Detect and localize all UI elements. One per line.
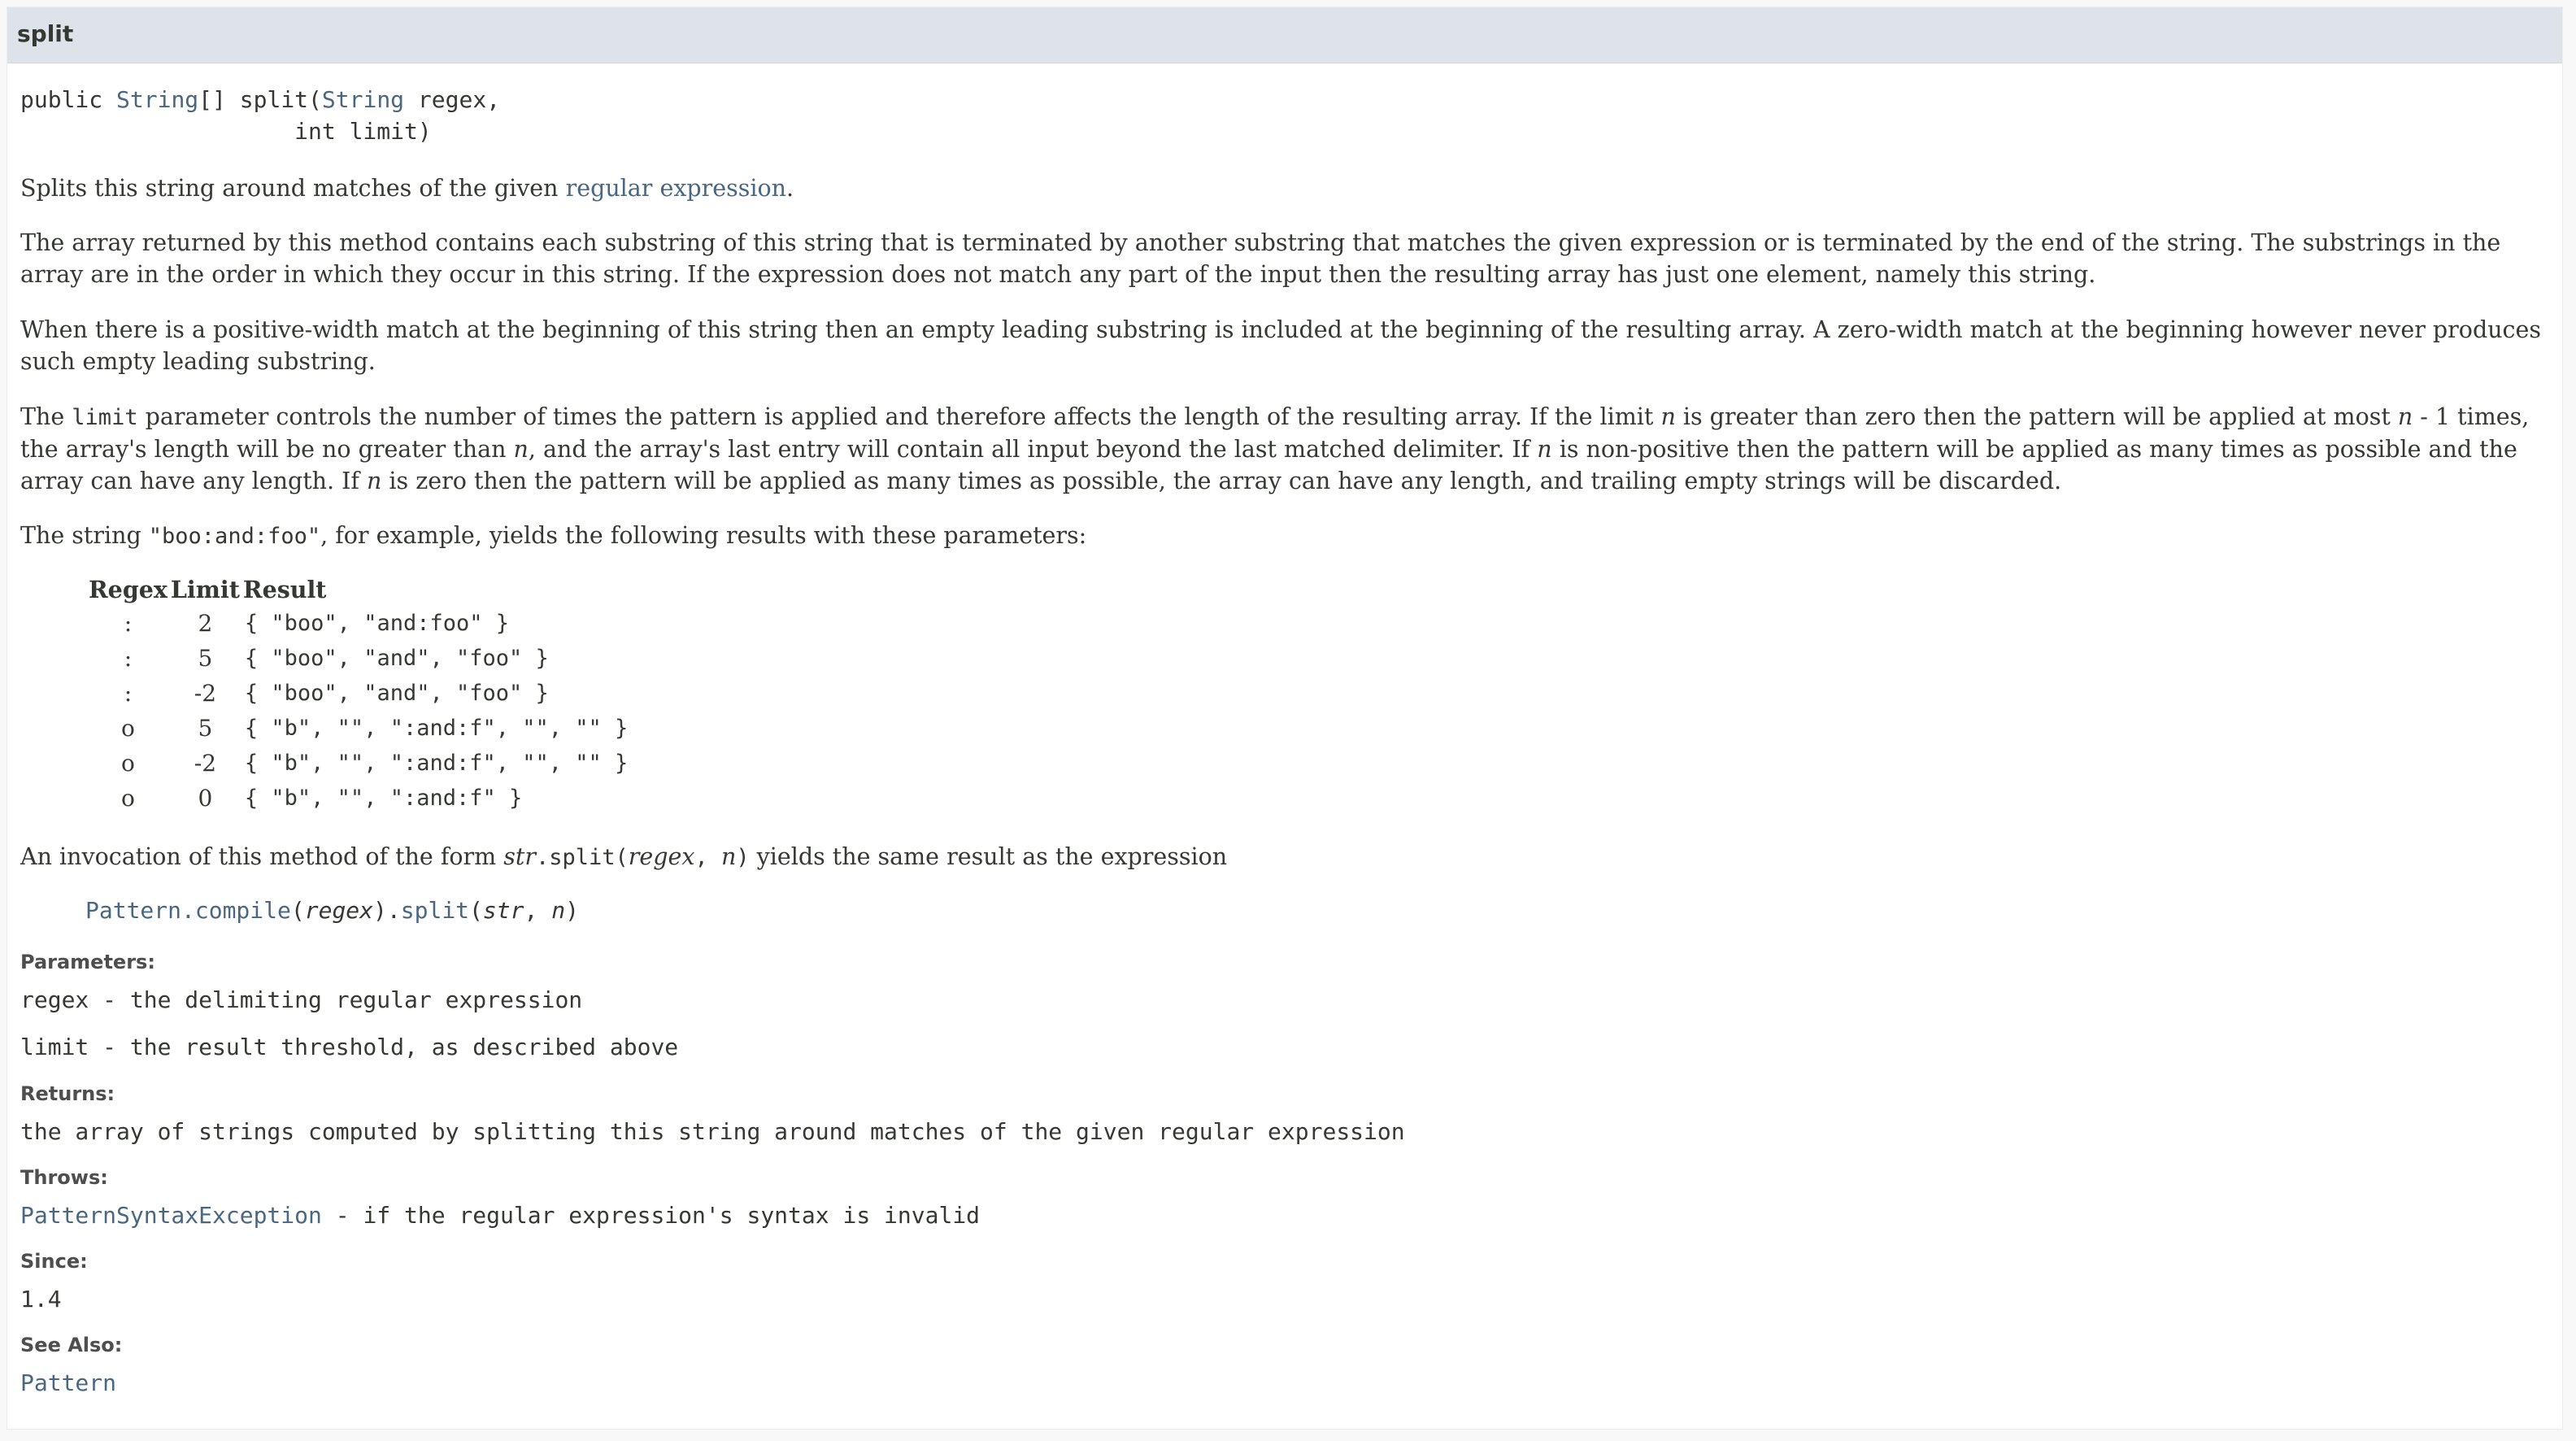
cell-regex: o (121, 785, 135, 812)
since-label: Since: (20, 1250, 88, 1273)
signature-param2: int limit) (20, 118, 432, 145)
n-var: n (1537, 436, 1552, 463)
param-regex-description: regex - the delimiting regular expression (20, 986, 583, 1013)
example-string-code: "boo:and:foo" (148, 524, 321, 549)
cell-regex: o (121, 750, 135, 777)
expression-block (85, 897, 579, 924)
invocation-paragraph (20, 841, 2557, 873)
method-signature (20, 84, 500, 147)
text: An invocation of this method of the form (20, 843, 504, 870)
regular-expression-link[interactable]: regular expression (565, 175, 787, 202)
signature-modifier: public (20, 86, 103, 113)
cell-regex: : (124, 680, 133, 707)
n-var: n (551, 897, 566, 924)
cell-limit: 5 (198, 645, 213, 672)
text: - 1 times, the array's length will be no greater than (20, 403, 2530, 463)
cell-limit: 5 (198, 715, 213, 742)
text: , and the array's last entry will contain all input beyond the last matched delimiter. If (528, 436, 1538, 463)
regex-var: regex (304, 897, 374, 924)
text: The string (20, 522, 149, 549)
cell-regex: : (124, 610, 133, 637)
table-row (87, 641, 631, 676)
header-regex: Regex (89, 576, 168, 603)
throws-text: - if the regular expression's syntax is invalid (321, 1202, 981, 1229)
header-result: Result (242, 576, 327, 603)
intro-end: . (786, 175, 794, 202)
method-header (7, 7, 2562, 63)
str-var: str (482, 897, 524, 924)
text: , for example, yields the following results with these parameters: (320, 522, 1087, 549)
cell-limit: 2 (198, 610, 213, 637)
cell-regex: o (121, 715, 135, 742)
table-header-row (87, 573, 631, 606)
text: ( (469, 897, 483, 924)
method-detail-block (7, 7, 2563, 1430)
pattern-split-link[interactable]: split (400, 897, 470, 924)
cell-regex: : (124, 645, 133, 672)
signature-param1: regex, (404, 86, 501, 113)
description-para-2: The array returned by this method contains each substring of this string that is terminated by another substring that matches the given expression or is terminated by the end of the string. The substrings in the array are in the order in which they occur in this string. If the expression does not match any part of the input then the resulting array has just one element, namely this string. (20, 229, 2501, 288)
text: ( (290, 897, 305, 924)
comma-code: , (694, 845, 721, 870)
returns-description: the array of strings computed by splitting this string around matches of the given regular expression (20, 1118, 1405, 1145)
pattern-compile-link[interactable]: Pattern.compile (85, 897, 291, 924)
text: , (524, 897, 552, 924)
cell-limit: 0 (198, 785, 213, 812)
cell-limit: -2 (194, 680, 217, 707)
pattern-link[interactable]: Pattern (20, 1369, 117, 1396)
cell-limit: -2 (194, 750, 217, 777)
regex-var: regex (628, 843, 695, 870)
table-row (87, 746, 631, 781)
text: ). (373, 897, 401, 924)
description-para-5 (20, 520, 2557, 552)
text: is greater than zero then the pattern will be applied at most (1675, 403, 2398, 430)
throws-label: Throws: (20, 1166, 108, 1189)
description-para-3: When there is a positive-width match at the beginning of this string then an empty leading substring is included at the beginning of the resulting array. A zero-width match at the beginning however never produces such empty leading substring. (20, 316, 2542, 375)
table-row (87, 676, 631, 711)
table-row (87, 606, 631, 641)
method-title: split (17, 20, 74, 47)
since-value: 1.4 (20, 1286, 62, 1313)
description-intro (20, 172, 2557, 204)
pattern-syntax-exception-link[interactable]: PatternSyntaxException (20, 1202, 322, 1229)
see-also-links (20, 1369, 116, 1396)
n-var: n (2397, 403, 2413, 430)
text: ) (565, 897, 579, 924)
returns-label: Returns: (20, 1082, 115, 1105)
text: is zero then the pattern will be applied as many times as possible, the array can have any length, and trailing empty strings will be discarded. (381, 468, 2062, 494)
text: The (20, 403, 72, 430)
param-type-link[interactable]: String (321, 86, 405, 113)
return-type-link[interactable]: String (116, 86, 199, 113)
n-var: n (367, 468, 382, 494)
split-code: .split( (535, 845, 629, 870)
parameters-label: Parameters: (20, 951, 155, 973)
n-var: n (1660, 403, 1676, 430)
description-para-4 (20, 401, 2557, 497)
text: is non-positive then the pattern will be applied as many times as possible and the array can have any length. If (20, 436, 2517, 494)
n-var: n (513, 436, 529, 463)
close-code: ) (736, 845, 750, 870)
throws-description (20, 1202, 980, 1229)
limit-code: limit (72, 405, 138, 430)
str-var: str (503, 843, 536, 870)
cell-result: { "boo", "and:foo" } (244, 611, 509, 636)
param-limit-description: limit - the result threshold, as described above (20, 1034, 679, 1060)
signature-method: [] split( (198, 86, 322, 113)
table-row (87, 781, 631, 816)
intro-text: Splits this string around matches of the given (20, 175, 566, 202)
header-limit: Limit (170, 576, 240, 603)
n-var: n (720, 843, 737, 870)
text: parameter controls the number of times the pattern is applied and therefore affects the length of the resulting array. If the limit (137, 403, 1661, 430)
cell-result: { "b", "", ":and:f", "", "" } (244, 716, 629, 741)
text: yields the same result as the expression (749, 843, 1228, 870)
cell-result: { "boo", "and", "foo" } (244, 681, 549, 706)
see-also-label: See Also: (20, 1334, 123, 1356)
results-table (87, 573, 631, 816)
cell-result: { "b", "", ":and:f", "", "" } (244, 751, 629, 776)
table-row (87, 711, 631, 746)
cell-result: { "boo", "and", "foo" } (244, 646, 549, 671)
cell-result: { "b", "", ":and:f" } (244, 786, 523, 811)
